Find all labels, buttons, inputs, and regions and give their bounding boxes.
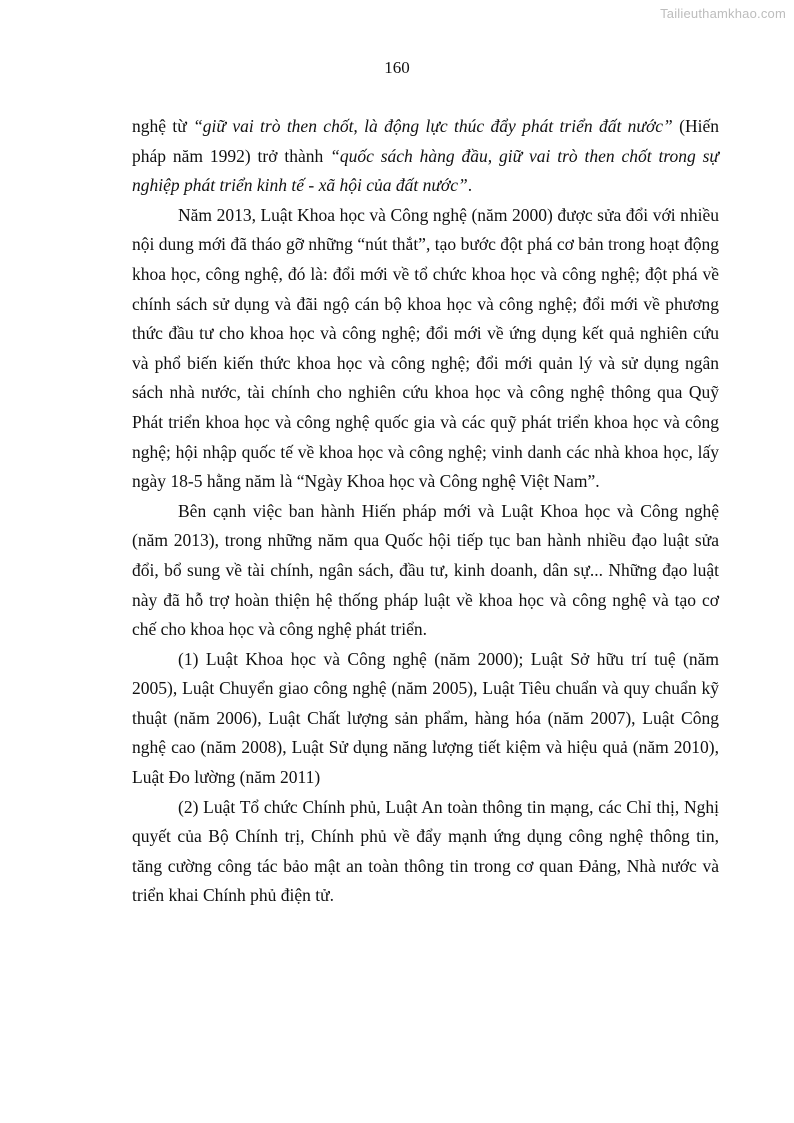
footnote-2: (2) Luật Tổ chức Chính phủ, Luật An toàn thông tin mạng, các Chỉ thị, Nghị quyết của Bộ Chính trị, Chính phủ về đẩy mạnh ứng dụng công nghệ thông tin, tăng cường công tác bảo mật an toàn thông tin trong cơ quan Đảng, Nhà nước và triển khai Chính phủ điện tử.	[132, 796, 719, 906]
quote-italic: “giữ vai trò then chốt, là động lực thúc đẩy phát triển đất nước”	[193, 116, 673, 136]
paragraph-continuation	[132, 112, 719, 201]
paragraph-law-2013: Năm 2013, Luật Khoa học và Công nghệ (năm 2000) được sửa đổi với nhiều nội dung mới đã tháo gỡ những “nút thắt”, tạo bước đột phá cơ bản trong hoạt động khoa học, công nghệ, đó là: đổi mới về tổ chức khoa học và công nghệ; đột phá về chính sách sử dụng và đãi ngộ cán bộ khoa học và công nghệ; đổi mới về phương thức đầu tư cho khoa học và công nghệ; đổi mới về ứng dụng kết quả nghiên cứu và phổ biến kiến thức khoa học và công nghệ; đổi mới quản lý và sử dụng ngân sách nhà nước, tài chính cho nghiên cứu khoa học và công nghệ thông qua Quỹ Phát triển khoa học và công nghệ quốc gia và các quỹ phát triển khoa học và công nghệ; hội nhập quốc tế về khoa học và công nghệ; vinh danh các nhà khoa học, lấy ngày 18-5 hằng năm là “Ngày Khoa học và Công nghệ Việt Nam”.	[132, 204, 719, 492]
paragraph-text: (Hiến pháp năm 1992) trở thành	[132, 116, 719, 166]
page-number: 160	[384, 58, 410, 77]
watermark: Tailieuthamkhao.com	[660, 6, 786, 21]
paragraph-legislation: Bên cạnh việc ban hành Hiến pháp mới và Luật Khoa học và Công nghệ (năm 2013), trong những năm qua Quốc hội tiếp tục ban hành nhiều đạo luật sửa đổi, bổ sung về tài chính, ngân sách, đầu tư, kinh doanh, dân sự... Những đạo luật này đã hỗ trợ hoàn thiện hệ thống pháp luật về khoa học và công nghệ và tạo cơ chế cho khoa học và công nghệ phát triển.	[132, 500, 719, 640]
quote-italic: “quốc sách hàng đầu, giữ vai trò then chốt trong sự nghiệp phát triển kinh tế - xã hội của đất nước”	[132, 145, 719, 196]
document-body	[132, 112, 719, 911]
footnote-1: (1) Luật Khoa học và Công nghệ (năm 2000); Luật Sở hữu trí tuệ (năm 2005), Luật Chuyển giao công nghệ (năm 2005), Luật Tiêu chuẩn và quy chuẩn kỹ thuật (năm 2006), Luật Chất lượng sản phẩm, hàng hóa (năm 2007), Luật Công nghệ cao (năm 2008), Luật Sử dụng năng lượng tiết kiệm và hiệu quả (năm 2010), Luật Đo lường (năm 2011)	[132, 648, 719, 788]
paragraph-text: nghệ từ	[132, 116, 194, 136]
paragraph-text: .	[467, 175, 473, 196]
